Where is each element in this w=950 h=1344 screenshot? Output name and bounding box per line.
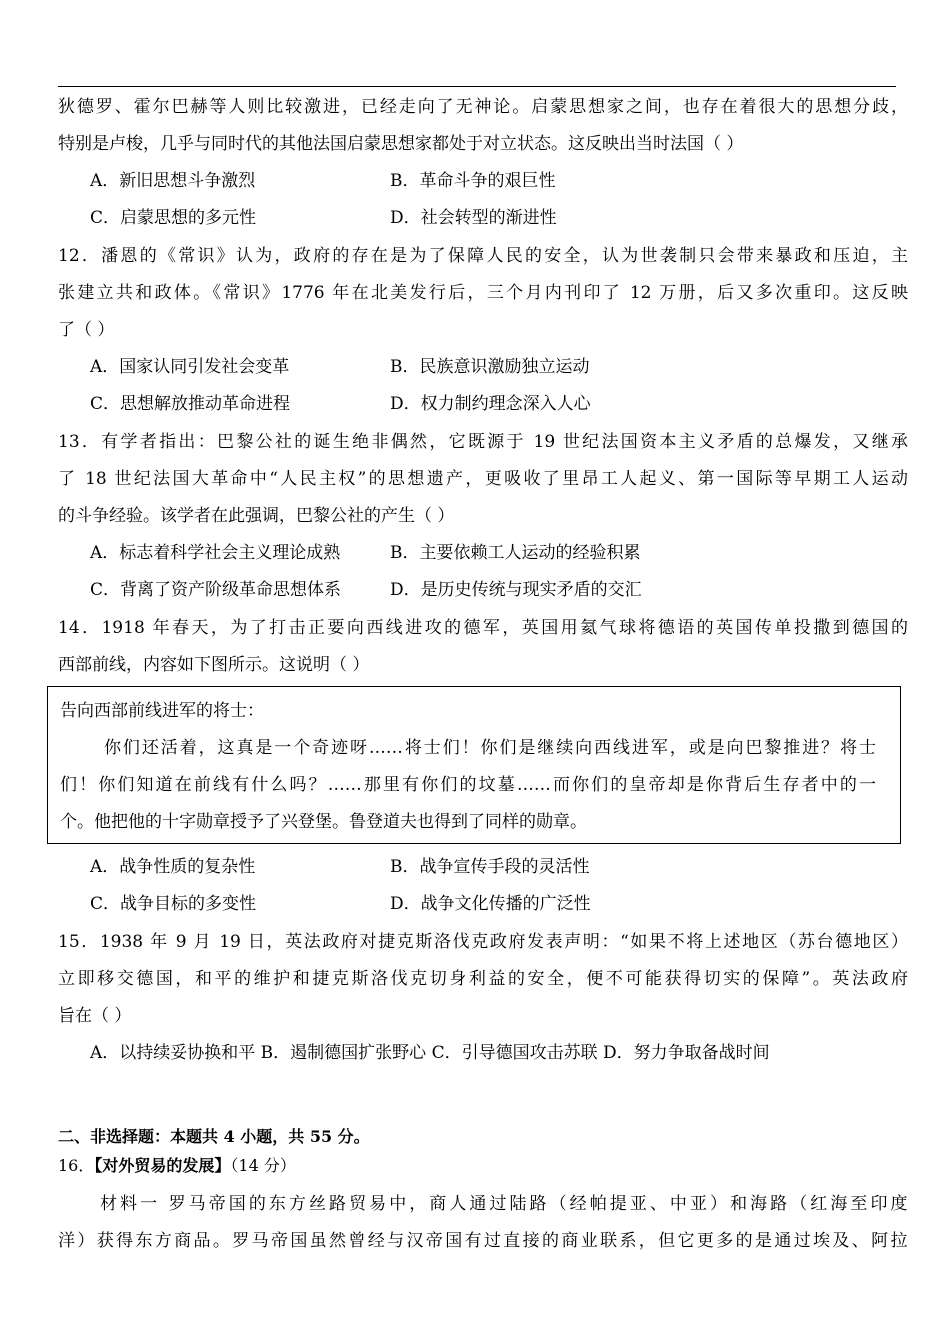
section-2-title: 二、非选择题：本题共 4 小题，共 55 分。 bbox=[58, 1127, 370, 1146]
q13-text-line-3: 的斗争经验。该学者在此强调，巴黎公社的产生（ ） bbox=[58, 506, 455, 526]
q12-text-line-2: 张建立共和政体。《常识》1776 年在北美发行后，三个月内刊印了 12 万册，后又多次重印。这反映 bbox=[58, 283, 908, 303]
q14-text-line-2: 西部前线，内容如下图所示。这说明（ ） bbox=[58, 655, 370, 675]
q11-option-d[interactable]: D．社会转型的渐进性 bbox=[390, 208, 557, 228]
q14-text-line-1: 14．1918 年春天，为了打击正要向西线进攻的德军，英国用氦气球将德语的英国传单投撒到德国的 bbox=[58, 618, 908, 638]
q14-option-c[interactable]: C．战争目标的多变性 bbox=[90, 894, 257, 914]
leaflet-quote-box bbox=[47, 686, 901, 844]
q14-option-a[interactable]: A．战争性质的复杂性 bbox=[90, 857, 256, 877]
q11-option-a[interactable]: A．新旧思想斗争激烈 bbox=[90, 171, 256, 191]
q13-option-c[interactable]: C．背离了资产阶级革命思想体系 bbox=[90, 580, 342, 600]
q14-option-b[interactable]: B．战争宣传手段的灵活性 bbox=[390, 857, 590, 877]
q12-option-a[interactable]: A．国家认同引发社会变革 bbox=[90, 357, 290, 377]
leaflet-line-2: 们！你们知道在前线有什么吗？……那里有你们的坟墓……而你们的皇帝却是你背后生存者中的一 bbox=[60, 775, 876, 795]
header-rule bbox=[58, 86, 896, 87]
leaflet-heading: 告向西部前线进军的将士： bbox=[60, 701, 264, 721]
leaflet-line-3: 个。他把他的十字勋章授予了兴登堡。鲁登道夫也得到了同样的勋章。 bbox=[60, 812, 587, 832]
q14-option-d[interactable]: D．战争文化传播的广泛性 bbox=[390, 894, 591, 914]
q13-text-line-2: 了 18 世纪法国大革命中“人民主权”的思想遗产，更吸收了里昂工人起义、第一国际等早期工人运动 bbox=[58, 469, 908, 489]
q16-topic: 【对外贸易的发展】 bbox=[94, 1156, 231, 1175]
q11-text-line-1: 狄德罗、霍尔巴赫等人则比较激进，已经走向了无神论。启蒙思想家之间，也存在着很大的思想分歧， bbox=[58, 97, 908, 117]
q13-option-a[interactable]: A．标志着科学社会主义理论成熟 bbox=[90, 543, 341, 563]
q15-options[interactable]: A．以持续妥协换和平 B．遏制德国扩张野心 C．引导德国攻击苏联 D．努力争取备战时间 bbox=[90, 1043, 770, 1063]
q11-text-line-2: 特别是卢梭，几乎与同时代的其他法国启蒙思想家都处于对立状态。这反映出当时法国（ ） bbox=[58, 134, 744, 154]
material-1-line-2: 洋）获得东方商品。罗马帝国虽然曾经与汉帝国有过直接的商业联系，但它更多的是通过埃及、阿拉 bbox=[58, 1231, 908, 1251]
q16-number: 16． bbox=[58, 1156, 95, 1175]
q11-option-b[interactable]: B．革命斗争的艰巨性 bbox=[390, 171, 556, 191]
q16-score: （14 分） bbox=[230, 1156, 296, 1175]
q15-text-line-2: 立即移交德国，和平的维护和捷克斯洛伐克切身利益的安全，便不可能获得切实的保障”。英法政府 bbox=[58, 969, 908, 989]
leaflet-line-1: 你们还活着，这真是一个奇迹呀……将士们！你们是继续向西线进军，或是向巴黎推进？将士 bbox=[104, 738, 876, 758]
q12-option-c[interactable]: C．思想解放推动革命进程 bbox=[90, 394, 291, 414]
q12-option-b[interactable]: B．民族意识激励独立运动 bbox=[390, 357, 590, 377]
q16-heading bbox=[58, 1155, 296, 1177]
q15-text-line-3: 旨在（ ） bbox=[58, 1006, 132, 1026]
q13-text-line-1: 13．有学者指出：巴黎公社的诞生绝非偶然，它既源于 19 世纪法国资本主义矛盾的总爆发，又继承 bbox=[58, 432, 908, 452]
q13-option-b[interactable]: B．主要依赖工人运动的经验积累 bbox=[390, 543, 641, 563]
q15-text-line-1: 15．1938 年 9 月 19 日，英法政府对捷克斯洛伐克政府发表声明：“如果不将上述地区（苏台德地区） bbox=[58, 932, 908, 952]
q11-option-c[interactable]: C．启蒙思想的多元性 bbox=[90, 208, 257, 228]
q12-text-line-1: 12．潘恩的《常识》认为，政府的存在是为了保障人民的安全，认为世袭制只会带来暴政和压迫，主 bbox=[58, 246, 908, 266]
q13-option-d[interactable]: D．是历史传统与现实矛盾的交汇 bbox=[390, 580, 642, 600]
q12-option-d[interactable]: D．权力制约理念深入人心 bbox=[390, 394, 591, 414]
material-1-line-1: 材料一 罗马帝国的东方丝路贸易中，商人通过陆路（经帕提亚、中亚）和海路（红海至印度 bbox=[100, 1194, 908, 1214]
q12-text-line-3: 了（ ） bbox=[58, 320, 115, 340]
